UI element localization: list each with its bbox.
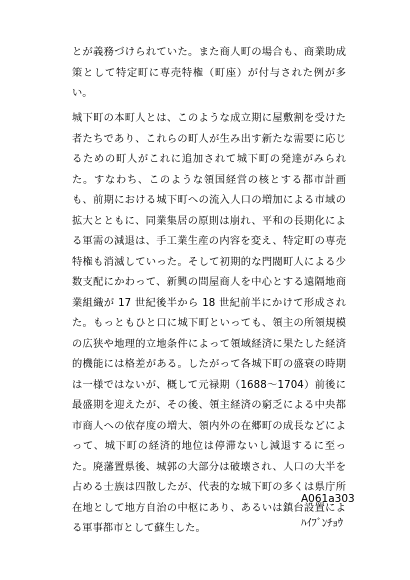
document-code: A061a303 [301,493,355,505]
paragraph-continuation: とが義務づけられていた。また商人町の場合も、商業助成策として特定町に専売特権（町座）が付与された例が多い。 [72,47,346,99]
handwritten-note: ﾊｲﾌﾞﾝﾁｮｳ [301,517,343,529]
paragraph-main: 城下町の本町人とは、このような成立期に屋敷割を受けた者たちであり、これらの町人が生み出す新たな需要に応じるための町人がこれに追加されて城下町の発達がみられた。すなわち、このような領国経営の核とする都市計画も、前期における城下町への流入人口の増加による市域の拡大とともに、同業集居の原則は崩れ、平和の長期化による軍需の減退は、手工業生産の内容を変え、特定町の専売特権も消滅していった。そして初期的な門閥町人による少数支配にかわって、新興の問屋商人を中心とする遠隔地商業組織が 17 世紀後半から 18 世紀前半にかけて形成された。もっともひと口に城下町といっても、領主の所領規模の広狭や地理的立地条件によって領域経済に果たした経済的機能には格差がある。したがって各城下町の盛衰の時期は一様ではないが、概して元禄期（1688～1704）前後に最盛期を迎えたが、その後、領主経済の窮乏による中央都市商人への依存度の増大、領内外の在郷町の成長などによって、城下町の経済的地位は停滞ないし減退するに至った。廃藩置県後、城郭の大部分は破壊され、人口の大半を占める士族は四散したが、代表的な城下町の多くは県庁所在地として地方自治の中枢にあり、あるいは鎮台設置による軍事都市として蘇生した。 [72,113,346,534]
